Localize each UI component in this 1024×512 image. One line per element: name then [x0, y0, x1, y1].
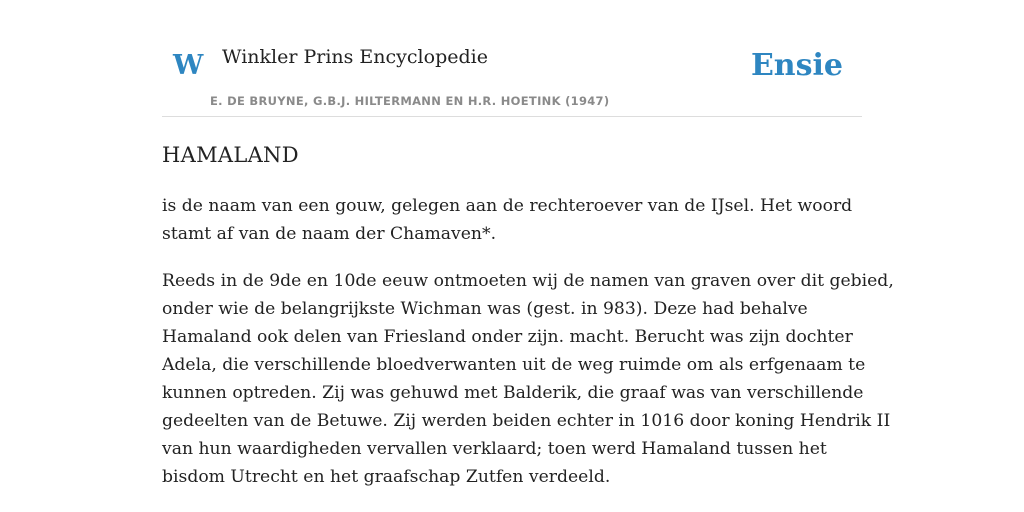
- paragraph-line: is de naam van een gouw, gelegen aan de rechteroever van de IJsel. Het woord: [162, 196, 853, 216]
- paragraph-line: stamt af van de naam der Chamaven*.: [162, 224, 497, 244]
- article-paragraph-2: [162, 267, 894, 491]
- paragraph-line: bisdom Utrecht en het graafschap Zutfen verdeeld.: [162, 467, 611, 487]
- article: [162, 140, 894, 491]
- paragraph-line: Reeds in de 9de en 10de eeuw ontmoeten wij de namen van graven over dit gebied,: [162, 271, 894, 291]
- paragraph-line: Hamaland ook delen van Friesland onder zijn. macht. Berucht was zijn dochter: [162, 327, 853, 347]
- paragraph-line: van hun waardigheden vervallen verklaard; toen werd Hamaland tussen het: [162, 439, 827, 459]
- paragraph-line: Adela, die verschillende bloedverwanten uit de weg ruimde om als erfgenaam te: [162, 355, 866, 375]
- site-header: [162, 0, 862, 117]
- authors-line: E. DE BRUYNE, G.B.J. HILTERMANN EN H.R. HOETINK (1947): [210, 94, 610, 108]
- encyclopedia-title[interactable]: Winkler Prins Encyclopedie: [222, 46, 488, 68]
- winkler-prins-logo[interactable]: W: [173, 50, 204, 81]
- paragraph-line: onder wie de belangrijkste Wichman was (gest. in 983). Deze had behalve: [162, 299, 808, 319]
- ensie-brand-logo[interactable]: Ensie: [750, 48, 843, 83]
- paragraph-line: gedeelten van de Betuwe. Zij werden beiden echter in 1016 door koning Hendrik II: [162, 411, 891, 431]
- article-paragraph-1: [162, 192, 862, 248]
- paragraph-line: kunnen optreden. Zij was gehuwd met Balderik, die graaf was van verschillende: [162, 383, 864, 403]
- article-headword: HAMALAND: [162, 143, 299, 167]
